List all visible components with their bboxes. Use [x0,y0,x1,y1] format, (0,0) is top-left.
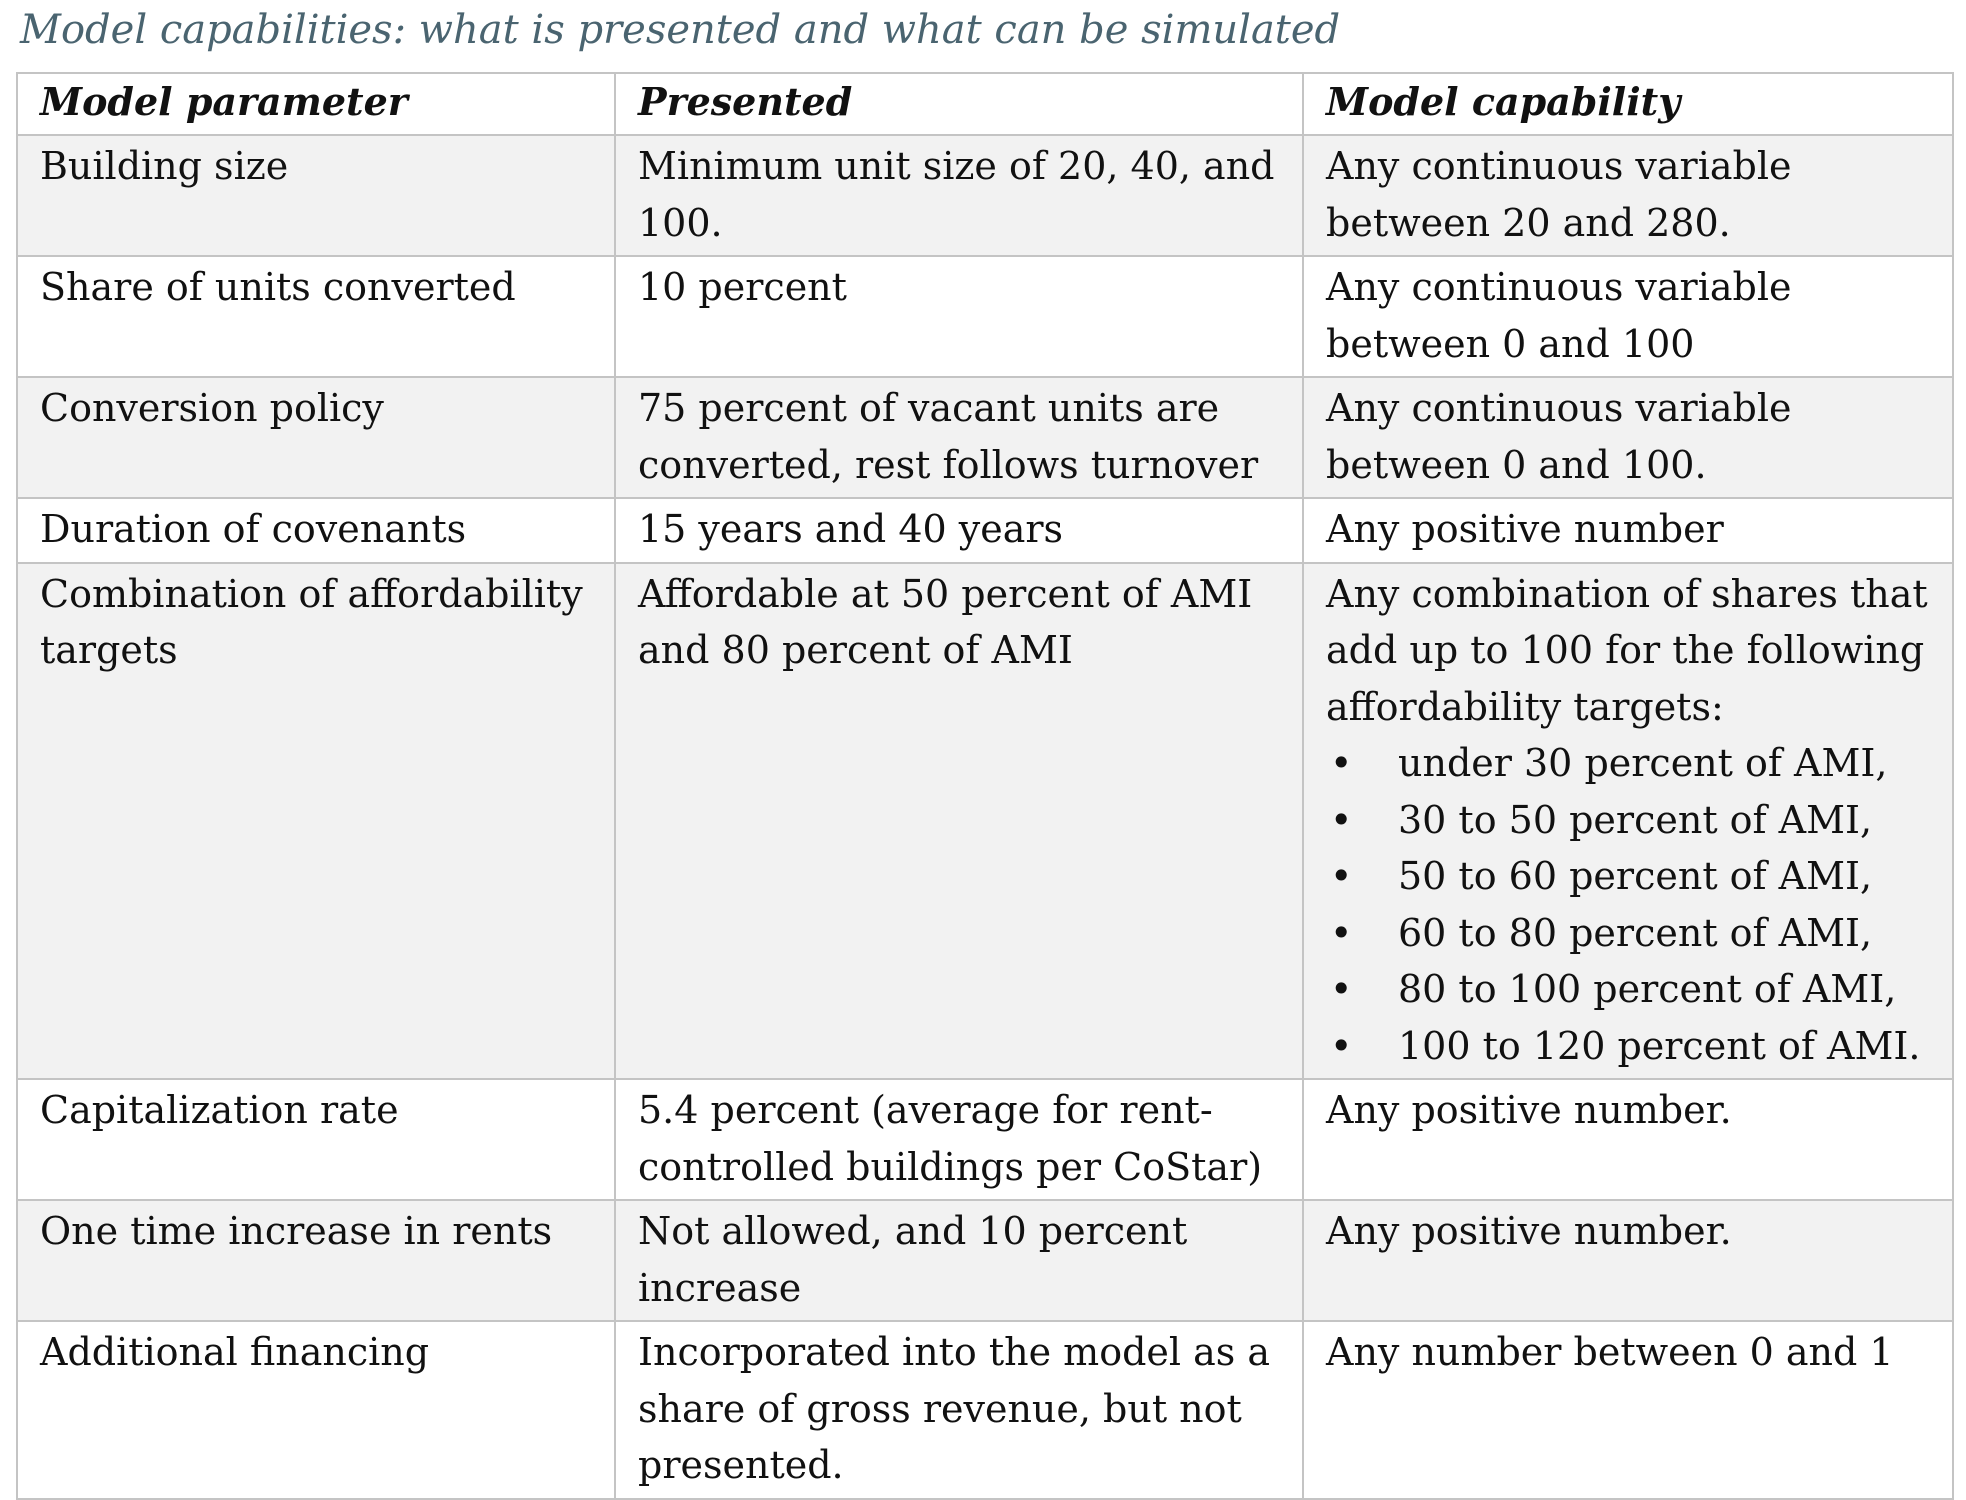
presented-cell: 10 percent [615,256,1303,377]
capability-cell [1303,563,1953,1080]
list-item: • 50 to 60 percent of AMI, [1326,848,1942,905]
capability-cell: Any positive number. [1303,1079,1953,1200]
table-row [17,563,1953,1080]
presented-cell: Affordable at 50 percent of AMI and 80 percent of AMI [615,563,1303,1080]
parameter-cell: Additional financing [17,1321,615,1499]
presented-cell: Minimum unit size of 20, 40, and 100. [615,135,1303,256]
table-row [17,377,1953,498]
table-row [17,1321,1953,1499]
capability-intro: Any combination of shares that add up to 100 for the following affordability targets: [1326,571,1928,729]
bullet-icon: • [1330,910,1353,955]
list-item: • 30 to 50 percent of AMI, [1326,792,1942,849]
presented-cell: 5.4 percent (average for rent-controlled buildings per CoStar) [615,1079,1303,1200]
presented-cell: Incorporated into the model as a share of gross revenue, but not presented. [615,1321,1303,1499]
bullet-icon: • [1330,1023,1353,1068]
parameter-cell: Capitalization rate [17,1079,615,1200]
capability-cell: Any positive number [1303,498,1953,563]
bullet-icon: • [1330,741,1353,785]
capability-cell: Any continuous variable between 0 and 100 [1303,256,1953,377]
parameter-cell: Building size [17,135,615,256]
capability-cell: Any continuous variable between 20 and 280. [1303,135,1953,256]
list-item: • 80 to 100 percent of AMI, [1326,961,1942,1018]
presented-cell: 75 percent of vacant units are converted, rest follows turnover [615,377,1303,498]
bullet-icon: • [1330,797,1353,842]
list-item: • 100 to 120 percent of AMI. [1326,1018,1942,1075]
table-caption: Model capabilities: what is presented and what can be simulated [20,7,1341,53]
table-header-row [17,73,1953,135]
parameter-cell: Duration of covenants [17,498,615,563]
table-row [17,135,1953,256]
parameter-cell: Share of units converted [17,256,615,377]
list-item: • 60 to 80 percent of AMI, [1326,905,1942,962]
bullet-icon: • [1330,967,1353,1011]
column-header-model-parameter: Model parameter [17,73,615,135]
affordability-target-list [1326,735,1942,1074]
table-row [17,1079,1953,1200]
capability-cell: Any positive number. [1303,1200,1953,1321]
list-item: • under 30 percent of AMI, [1326,735,1942,792]
column-header-model-capability: Model capability [1303,73,1953,135]
capability-cell: Any continuous variable between 0 and 100. [1303,377,1953,498]
capability-cell: Any number between 0 and 1 [1303,1321,1953,1499]
column-header-presented: Presented [615,73,1303,135]
table-row [17,256,1953,377]
parameter-cell: Combination of affordability targets [17,563,615,1080]
table-row [17,498,1953,563]
presented-cell: 15 years and 40 years [615,498,1303,563]
bullet-icon: • [1330,854,1353,898]
parameter-cell: Conversion policy [17,377,615,498]
capabilities-table [16,72,1954,1500]
table-row [17,1200,1953,1321]
parameter-cell: One time increase in rents [17,1200,615,1321]
presented-cell: Not allowed, and 10 percent increase [615,1200,1303,1321]
